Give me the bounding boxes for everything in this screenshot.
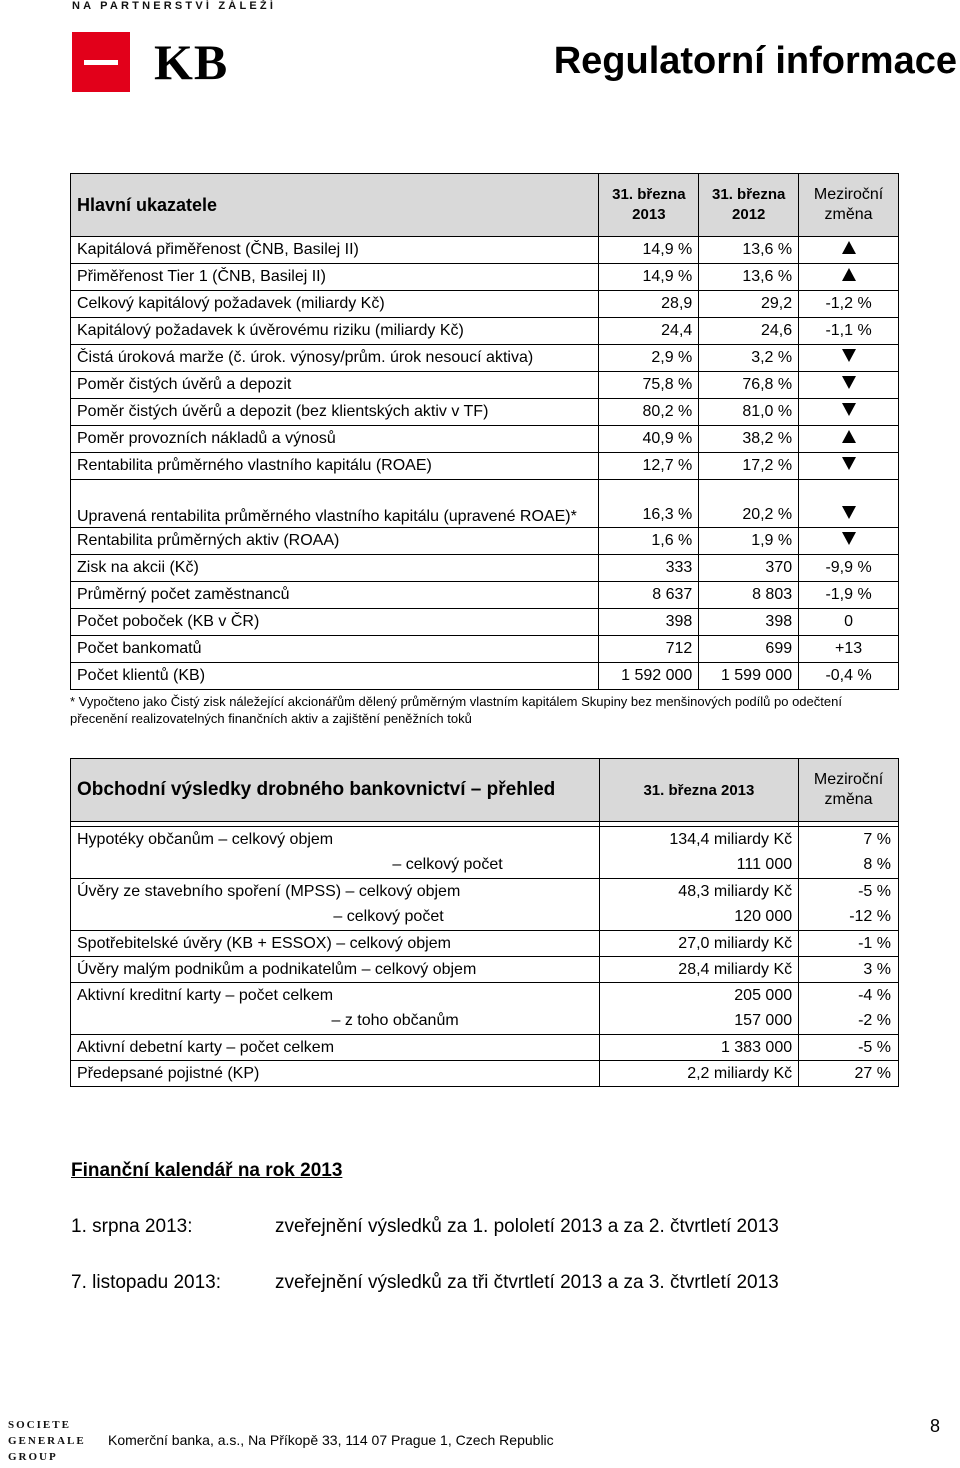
triangle-down-icon [842, 532, 856, 545]
kpi-table [70, 173, 899, 690]
kpi-row-change: -1,9 % [799, 582, 899, 609]
kpi-row-value-2013: 80,2 % [599, 399, 699, 426]
kpi-row [71, 480, 899, 528]
kpi-row-trend [799, 237, 899, 264]
retail-row [71, 905, 899, 931]
kpi-row-change: +13 [799, 636, 899, 663]
kpi-row [71, 453, 899, 480]
kpi-title: Hlavní ukazatele [71, 174, 599, 237]
retail-row-change: 3 % [799, 957, 899, 983]
kpi-row-label: Zisk na akcii (Kč) [71, 555, 599, 582]
triangle-down-icon [842, 376, 856, 389]
kpi-row-value-2012: 699 [699, 636, 799, 663]
retail-row-value: 205 000 [599, 983, 798, 1009]
kpi-col-change: Meziroční změna [799, 174, 899, 237]
retail-row-change: 8 % [799, 853, 899, 879]
kpi-row-change: -0,4 % [799, 663, 899, 690]
kpi-row [71, 291, 899, 318]
retail-row [71, 957, 899, 983]
retail-row-change: -5 % [799, 879, 899, 905]
kpi-row-label: Poměr čistých úvěrů a depozit [71, 372, 599, 399]
kpi-row-label: Rentabilita průměrných aktiv (ROAA) [71, 528, 599, 555]
kpi-row-trend [799, 345, 899, 372]
sg-line-3: GROUP [8, 1451, 58, 1463]
retail-row-label: – z toho občanům [71, 1009, 600, 1035]
kpi-row-value-2013: 398 [599, 609, 699, 636]
retail-row-change: -2 % [799, 1009, 899, 1035]
kpi-row-label: Upravená rentabilita průměrného vlastního kapitálu (upravené ROAE)* [71, 480, 599, 528]
calendar-date: 7. listopadu 2013: [71, 1272, 222, 1293]
triangle-down-icon [842, 349, 856, 362]
kpi-row-value-2013: 75,8 % [599, 372, 699, 399]
retail-row-label: Úvěry ze stavebního spoření (MPSS) – celkový objem [71, 879, 600, 905]
kpi-row-label: Poměr čistých úvěrů a depozit (bez klientských aktiv v TF) [71, 399, 599, 426]
kpi-row-value-2013: 2,9 % [599, 345, 699, 372]
retail-row [71, 1009, 899, 1035]
retail-row-change: 7 % [799, 827, 899, 853]
kpi-row-value-2012: 81,0 % [699, 399, 799, 426]
kpi-row-value-2012: 38,2 % [699, 426, 799, 453]
page-title: Regulatorní informace [553, 40, 957, 82]
page-number: 8 [929, 1416, 940, 1436]
retail-header-row [71, 759, 899, 822]
calendar-title: Finanční kalendář na rok 2013 [71, 1160, 343, 1181]
retail-row-value: 2,2 miliardy Kč [599, 1061, 798, 1087]
kpi-row-trend [799, 372, 899, 399]
kpi-col-2012: 31. března 2012 [699, 174, 799, 237]
kpi-row-trend [799, 528, 899, 555]
kpi-row-trend [799, 264, 899, 291]
retail-row-label: – celkový počet [71, 905, 600, 931]
kpi-row-value-2013: 12,7 % [599, 453, 699, 480]
retail-row [71, 1061, 899, 1087]
kpi-row-trend [799, 480, 899, 528]
kpi-row-value-2012: 24,6 [699, 318, 799, 345]
kpi-row-label: Průměrný počet zaměstnanců [71, 582, 599, 609]
kpi-row-value-2012: 1,9 % [699, 528, 799, 555]
kpi-row-label: Počet bankomatů [71, 636, 599, 663]
kpi-row-value-2012: 8 803 [699, 582, 799, 609]
sg-line-1: SOCIETE [8, 1419, 71, 1431]
kb-logo-text: KB [154, 34, 229, 90]
retail-row-value: 157 000 [599, 1009, 798, 1035]
retail-row-value: 1 383 000 [599, 1035, 798, 1061]
sg-line-2: GENERALE [8, 1435, 86, 1447]
kpi-row [71, 399, 899, 426]
kb-logo-mark [72, 32, 130, 92]
kpi-row-value-2013: 24,4 [599, 318, 699, 345]
kpi-row-trend [799, 426, 899, 453]
kpi-row [71, 528, 899, 555]
triangle-down-icon [842, 506, 856, 519]
retail-row-value: 27,0 miliardy Kč [599, 931, 798, 957]
retail-row [71, 931, 899, 957]
kpi-row-value-2012: 29,2 [699, 291, 799, 318]
kpi-row [71, 345, 899, 372]
footer-address: Komerční banka, a.s., Na Příkopě 33, 114 07 Prague 1, Czech Republic [108, 1432, 554, 1448]
calendar-text: zveřejnění výsledků za 1. pololetí 2013 a za 2. čtvrtletí 2013 [275, 1216, 779, 1237]
retail-row [71, 853, 899, 879]
kpi-row-trend [799, 453, 899, 480]
kpi-row [71, 264, 899, 291]
retail-row-label: Aktivní kreditní karty – počet celkem [71, 983, 600, 1009]
retail-row-label: Úvěry malým podnikům a podnikatelům – celkový objem [71, 957, 600, 983]
kpi-row-value-2012: 398 [699, 609, 799, 636]
retail-row [71, 879, 899, 905]
retail-row-value: 48,3 miliardy Kč [599, 879, 798, 905]
kpi-col-2013: 31. března 2013 [599, 174, 699, 237]
kpi-row [71, 318, 899, 345]
triangle-down-icon [842, 403, 856, 416]
triangle-up-icon [842, 241, 856, 254]
kpi-row-label: Přiměřenost Tier 1 (ČNB, Basilej II) [71, 264, 599, 291]
calendar-date: 1. srpna 2013: [71, 1216, 193, 1237]
kpi-row-change: -1,1 % [799, 318, 899, 345]
retail-col-date: 31. března 2013 [599, 759, 798, 822]
kpi-row-value-2013: 1 592 000 [599, 663, 699, 690]
kpi-row-trend [799, 399, 899, 426]
kpi-row [71, 636, 899, 663]
kpi-row-label: Kapitálový požadavek k úvěrovému riziku (miliardy Kč) [71, 318, 599, 345]
kpi-row-value-2013: 40,9 % [599, 426, 699, 453]
kpi-row-value-2013: 14,9 % [599, 237, 699, 264]
kpi-row [71, 663, 899, 690]
triangle-up-icon [842, 268, 856, 281]
kpi-row-value-2012: 13,6 % [699, 237, 799, 264]
kpi-row-value-2012: 370 [699, 555, 799, 582]
kpi-row [71, 582, 899, 609]
kpi-row-value-2012: 17,2 % [699, 453, 799, 480]
retail-row [71, 1035, 899, 1061]
retail-table [70, 758, 899, 1087]
kpi-row [71, 372, 899, 399]
kpi-row-value-2012: 1 599 000 [699, 663, 799, 690]
retail-title: Obchodní výsledky drobného bankovnictví – přehled [71, 759, 600, 822]
retail-row [71, 827, 899, 853]
kpi-row [71, 609, 899, 636]
retail-row-change: -5 % [799, 1035, 899, 1061]
kpi-row-label: Čistá úroková marže (č. úrok. výnosy/prům. úrok nesoucí aktiva) [71, 345, 599, 372]
retail-row-label: Předepsané pojistné (KP) [71, 1061, 600, 1087]
kpi-row-value-2013: 8 637 [599, 582, 699, 609]
calendar-text: zveřejnění výsledků za tři čtvrtletí 2013 a za 3. čtvrtletí 2013 [275, 1272, 779, 1293]
kb-logo [72, 32, 240, 92]
retail-row-value: 120 000 [599, 905, 798, 931]
triangle-down-icon [842, 457, 856, 470]
kpi-row-label: Počet klientů (KB) [71, 663, 599, 690]
kpi-row-value-2013: 14,9 % [599, 264, 699, 291]
kpi-row-label: Kapitálová přiměřenost (ČNB, Basilej II) [71, 237, 599, 264]
kpi-row-value-2013: 333 [599, 555, 699, 582]
kpi-row-value-2013: 1,6 % [599, 528, 699, 555]
kpi-row-value-2012: 3,2 % [699, 345, 799, 372]
retail-row-value: 28,4 miliardy Kč [599, 957, 798, 983]
societe-generale-logo [8, 1417, 86, 1465]
kpi-row-label: Rentabilita průměrného vlastního kapitálu (ROAE) [71, 453, 599, 480]
kpi-row [71, 555, 899, 582]
retail-row-change: -1 % [799, 931, 899, 957]
tagline: NA PARTNERSTVÍ ZÁLEŽÍ [72, 0, 277, 12]
kpi-row-value-2013: 712 [599, 636, 699, 663]
kpi-row-value-2012: 13,6 % [699, 264, 799, 291]
kpi-row-change: 0 [799, 609, 899, 636]
kpi-row-label: Poměr provozních nákladů a výnosů [71, 426, 599, 453]
retail-row-value: 111 000 [599, 853, 798, 879]
retail-row [71, 983, 899, 1009]
retail-row-change: -12 % [799, 905, 899, 931]
kpi-row [71, 426, 899, 453]
retail-row-label: Spotřebitelské úvěry (KB + ESSOX) – celkový objem [71, 931, 600, 957]
retail-row-label: Hypotéky občanům – celkový objem [71, 827, 600, 853]
retail-row-change: -4 % [799, 983, 899, 1009]
kpi-row-label: Celkový kapitálový požadavek (miliardy Kč) [71, 291, 599, 318]
retail-row-change: 27 % [799, 1061, 899, 1087]
kpi-row-value-2012: 76,8 % [699, 372, 799, 399]
kpi-row-value-2013: 16,3 % [599, 480, 699, 528]
kpi-row-label: Počet poboček (KB v ČR) [71, 609, 599, 636]
kpi-footnote: * Vypočteno jako Čistý zisk náležející akcionářům dělený průměrným vlastním kapitálem Skupiny bez menšinových podílů po odečtení přecenění realizovatelných finančních aktiv a zajištění peněžních toků [70, 694, 842, 726]
retail-row-label: Aktivní debetní karty – počet celkem [71, 1035, 600, 1061]
retail-row-label: – celkový počet [71, 853, 600, 879]
kpi-row-change: -9,9 % [799, 555, 899, 582]
kpi-row-value-2012: 20,2 % [699, 480, 799, 528]
kpi-row [71, 237, 899, 264]
kpi-row-change: -1,2 % [799, 291, 899, 318]
retail-row-value: 134,4 miliardy Kč [599, 827, 798, 853]
kpi-row-value-2013: 28,9 [599, 291, 699, 318]
triangle-up-icon [842, 430, 856, 443]
kpi-header-row [71, 174, 899, 237]
retail-col-change: Meziroční změna [799, 759, 899, 822]
